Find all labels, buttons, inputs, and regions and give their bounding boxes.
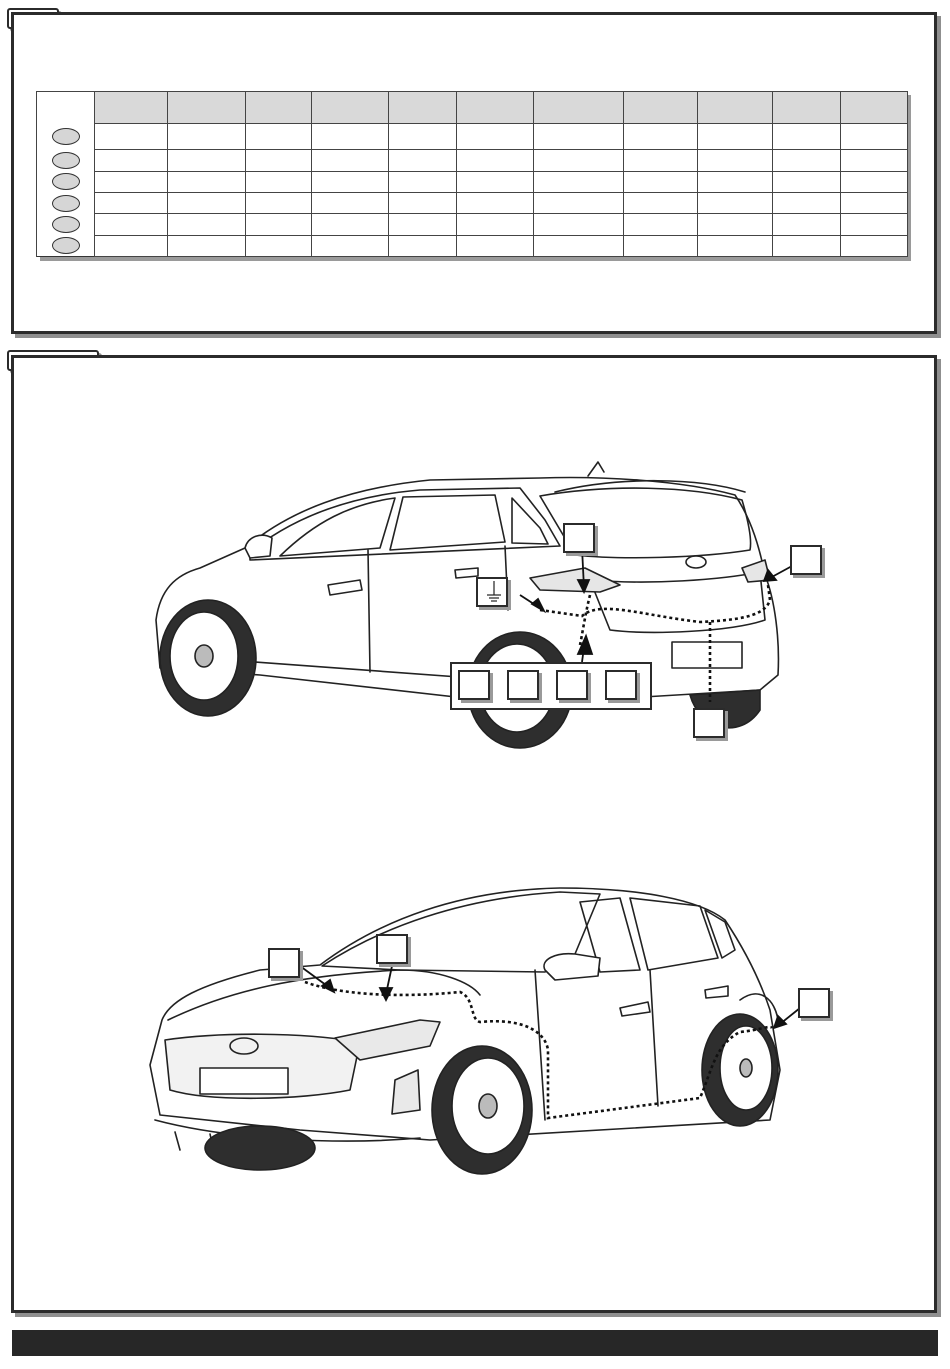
ground-symbol-icon xyxy=(478,579,506,605)
table-header-cell xyxy=(624,92,698,124)
table-cell xyxy=(624,124,698,150)
table-cell xyxy=(841,235,908,256)
table-cell xyxy=(312,150,389,171)
table-cell xyxy=(698,124,773,150)
row-oval-icon xyxy=(52,237,80,254)
table-cell xyxy=(312,235,389,256)
table-cell xyxy=(246,124,312,150)
rear-car-illustration xyxy=(0,440,950,780)
table-cell xyxy=(168,193,246,214)
row-marker xyxy=(37,235,95,256)
callout-box-rear-bumper xyxy=(693,708,725,738)
table-cell xyxy=(389,214,457,235)
table-header-cell xyxy=(457,92,534,124)
table-cell xyxy=(168,124,246,150)
table-cell xyxy=(773,150,841,171)
callout-box-hood-left xyxy=(268,948,300,978)
table-row xyxy=(37,214,908,235)
table-cell xyxy=(168,235,246,256)
table-cell xyxy=(534,150,624,171)
table-cell xyxy=(841,214,908,235)
front-car-illustration xyxy=(0,870,950,1190)
table-cell xyxy=(95,124,168,150)
table-cell xyxy=(624,150,698,171)
table-cell xyxy=(773,124,841,150)
table-cell xyxy=(457,171,534,192)
table-cell xyxy=(773,235,841,256)
table-header-cell xyxy=(698,92,773,124)
callout-box-hood-center xyxy=(376,934,408,964)
table-row xyxy=(37,150,908,171)
table-row xyxy=(37,193,908,214)
table-cell xyxy=(457,193,534,214)
table-cell xyxy=(95,193,168,214)
table-header-cell xyxy=(389,92,457,124)
table-cell xyxy=(246,193,312,214)
table-header-cell xyxy=(773,92,841,124)
table-cell xyxy=(698,214,773,235)
callout-group-connectors xyxy=(450,662,652,710)
table-cell xyxy=(389,171,457,192)
table-cell xyxy=(457,235,534,256)
table-cell xyxy=(389,124,457,150)
table-cell xyxy=(168,214,246,235)
table-cell xyxy=(624,214,698,235)
table-cell xyxy=(246,214,312,235)
table-cell xyxy=(534,193,624,214)
row-oval-icon xyxy=(52,216,80,233)
callout-box-rear-quarter xyxy=(798,988,830,1018)
table-cell xyxy=(773,193,841,214)
callout-box-connector-1 xyxy=(458,670,490,700)
table-header-cell xyxy=(95,92,168,124)
table-cell xyxy=(389,193,457,214)
table-cell xyxy=(841,124,908,150)
specification-table xyxy=(36,91,907,257)
table-cell xyxy=(534,171,624,192)
table-row xyxy=(37,124,908,150)
table-row xyxy=(37,171,908,192)
table-cell xyxy=(534,235,624,256)
table-cell xyxy=(312,124,389,150)
table-cell xyxy=(246,150,312,171)
table-cell xyxy=(312,171,389,192)
table-cell xyxy=(95,171,168,192)
table-cell xyxy=(534,124,624,150)
table-cell xyxy=(457,124,534,150)
table-cell xyxy=(698,150,773,171)
table-cell xyxy=(246,235,312,256)
row-marker xyxy=(37,171,95,192)
table-header-cell xyxy=(246,92,312,124)
table-cell xyxy=(624,235,698,256)
callout-box-rear-right-lamp xyxy=(790,545,822,575)
table-row xyxy=(37,235,908,256)
table-cell xyxy=(841,150,908,171)
table-cell xyxy=(457,214,534,235)
table-cell xyxy=(457,150,534,171)
table-cell xyxy=(773,214,841,235)
table-cell xyxy=(698,193,773,214)
table-header-cell xyxy=(312,92,389,124)
table-cell xyxy=(773,171,841,192)
table-cell xyxy=(95,214,168,235)
table-cell xyxy=(624,193,698,214)
table-cell xyxy=(389,235,457,256)
row-marker xyxy=(37,124,95,150)
callout-box-ground xyxy=(476,577,508,607)
table-cell xyxy=(624,171,698,192)
row-oval-icon xyxy=(52,128,80,145)
table-cell xyxy=(168,171,246,192)
row-marker xyxy=(37,193,95,214)
table-cell xyxy=(698,171,773,192)
table-header-cell xyxy=(168,92,246,124)
row-oval-icon xyxy=(52,152,80,169)
table-cell xyxy=(246,171,312,192)
table-header-cell xyxy=(534,92,624,124)
table-header-cell xyxy=(841,92,908,124)
footer-bar xyxy=(12,1330,938,1356)
row-oval-icon xyxy=(52,173,80,190)
callout-box-connector-3 xyxy=(556,670,588,700)
table-cell xyxy=(312,214,389,235)
row-marker xyxy=(37,150,95,171)
table-cell xyxy=(841,171,908,192)
table-cell xyxy=(389,150,457,171)
table-cell xyxy=(312,193,389,214)
table-cell xyxy=(95,150,168,171)
table-cell xyxy=(168,150,246,171)
table-corner-cell xyxy=(37,92,95,124)
row-oval-icon xyxy=(52,195,80,212)
table-header-row xyxy=(37,92,908,124)
table-cell xyxy=(534,214,624,235)
callout-box-connector-2 xyxy=(507,670,539,700)
callout-box-rear-tailgate xyxy=(563,523,595,553)
callout-box-connector-4 xyxy=(605,670,637,700)
table-cell xyxy=(698,235,773,256)
table-cell xyxy=(841,193,908,214)
row-marker xyxy=(37,214,95,235)
table-cell xyxy=(95,235,168,256)
